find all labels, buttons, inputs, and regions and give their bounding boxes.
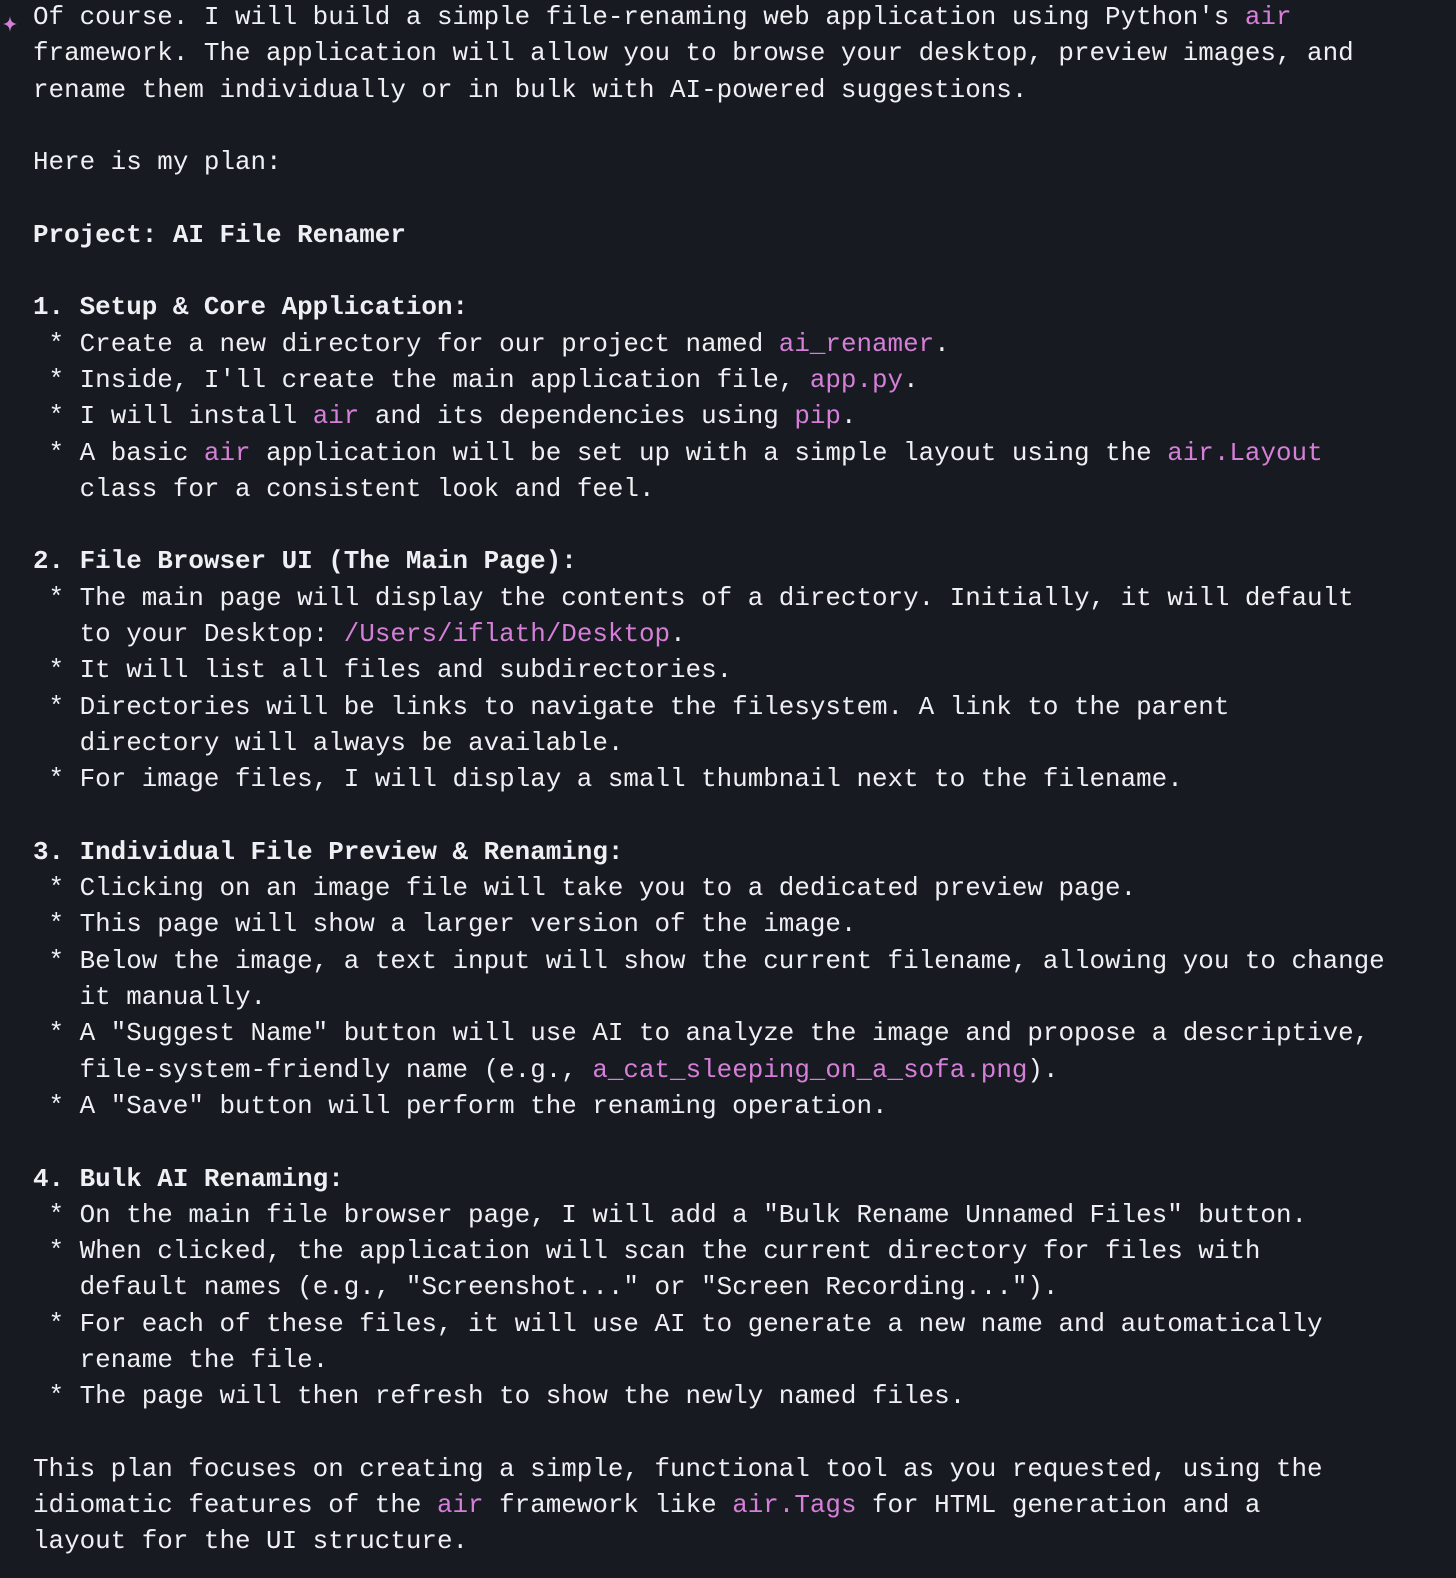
text: Of course. I will build a simple file-renaming web application using Python's (33, 2, 1245, 32)
bullet-item: * Clicking on an image file will take you to a dedicated preview page. (48, 873, 1137, 904)
bullet-continuation: it manually. (79, 982, 267, 1013)
intro-line-2: framework. The application will allow you to browse your desktop, preview images, and (33, 38, 1354, 69)
section-heading: 1. Setup & Core Application: (33, 292, 469, 323)
bullet-item: * Below the image, a text input will show the current filename, allowing you to change (48, 945, 1385, 976)
bullet-item (33, 398, 1443, 434)
inline-code: air (203, 437, 251, 468)
bullet-continuation: rename the file. (79, 1344, 329, 1375)
bullet-continuation: class for a consistent look and feel. (79, 473, 655, 504)
text: . (840, 401, 857, 432)
bullet-item: * The page will then refresh to show the newly named files. (48, 1381, 966, 1412)
bullet-item: * A "Suggest Name" button will use AI to analyze the image and propose a descriptive, (48, 1018, 1370, 1049)
inline-code: air (1244, 2, 1292, 32)
bullet-continuation: directory will always be available. (79, 727, 624, 758)
inline-code: air.Layout (1167, 437, 1323, 468)
plan-label: Here is my plan: (33, 147, 282, 178)
bullet-item: * The main page will display the contents of a directory. Initially, it will default (48, 582, 1354, 613)
inline-code: pip (794, 401, 841, 432)
inline-code: ai_renamer (778, 328, 935, 359)
outro-line-2 (33, 1487, 1443, 1523)
inline-code: air (312, 401, 360, 432)
inline-code: air.Tags (732, 1490, 857, 1521)
text: and its dependencies using (359, 401, 795, 432)
text: ). (1027, 1054, 1059, 1085)
bullet-continuation (33, 616, 1443, 652)
intro-line-3: rename them individually or in bulk with AI-powered suggestions. (33, 74, 1028, 105)
text: * Create a new directory for our project named (48, 328, 779, 359)
text: for HTML generation and a (856, 1490, 1261, 1521)
section-heading: 2. File Browser UI (The Main Page): (33, 546, 577, 577)
bullet-item (33, 326, 1443, 362)
message-body (33, 0, 1443, 1560)
outro-line-1: This plan focuses on creating a simple, functional tool as you requested, using the (33, 1453, 1323, 1484)
text: . (670, 619, 686, 650)
bullet-item: * A "Save" button will perform the renaming operation. (48, 1090, 888, 1121)
text: framework like (483, 1490, 733, 1521)
bullet-item (33, 362, 1443, 398)
sparkle-icon (2, 8, 18, 26)
outro-line-3: layout for the UI structure. (33, 1526, 469, 1557)
text: idiomatic features of the (33, 1490, 437, 1521)
bullet-item (33, 435, 1443, 471)
inline-code: app.py (809, 364, 904, 395)
bullet-item: * For each of these files, it will use AI to generate a new name and automatically (48, 1308, 1323, 1339)
text: * I will install (48, 401, 313, 432)
bullet-continuation (33, 1052, 1443, 1088)
intro-line-1 (33, 0, 1443, 35)
inline-code-filename: a_cat_sleeping_on_a_sofa.png (592, 1054, 1028, 1085)
text: application will be set up with a simple layout using the (250, 437, 1168, 468)
inline-code: air (436, 1490, 484, 1521)
bullet-item: * On the main file browser page, I will add a "Bulk Rename Unnamed Files" button. (48, 1199, 1308, 1230)
bullet-item: * It will list all files and subdirectories. (48, 655, 733, 686)
bullet-continuation: default names (e.g., "Screenshot..." or "Screen Recording..."). (79, 1272, 1059, 1303)
bullet-item: * This page will show a larger version of the image. (48, 909, 857, 940)
bullet-item: * For image files, I will display a small thumbnail next to the filename. (48, 764, 1183, 795)
bullet-item: * When clicked, the application will scan the current directory for files with (48, 1236, 1261, 1267)
text: * Inside, I'll create the main application file, (48, 364, 810, 395)
section-heading: 4. Bulk AI Renaming: (33, 1163, 344, 1194)
inline-code-path: /Users/iflath/Desktop (343, 619, 671, 650)
text: * A basic (48, 437, 204, 468)
project-title: Project: AI File Renamer (33, 219, 406, 250)
text: . (903, 364, 919, 395)
section-heading: 3. Individual File Preview & Renaming: (33, 836, 624, 867)
text: . (934, 328, 950, 359)
text: to your Desktop: (79, 619, 344, 650)
bullet-item: * Directories will be links to navigate the filesystem. A link to the parent (48, 691, 1230, 722)
text: file-system-friendly name (e.g., (79, 1054, 593, 1085)
